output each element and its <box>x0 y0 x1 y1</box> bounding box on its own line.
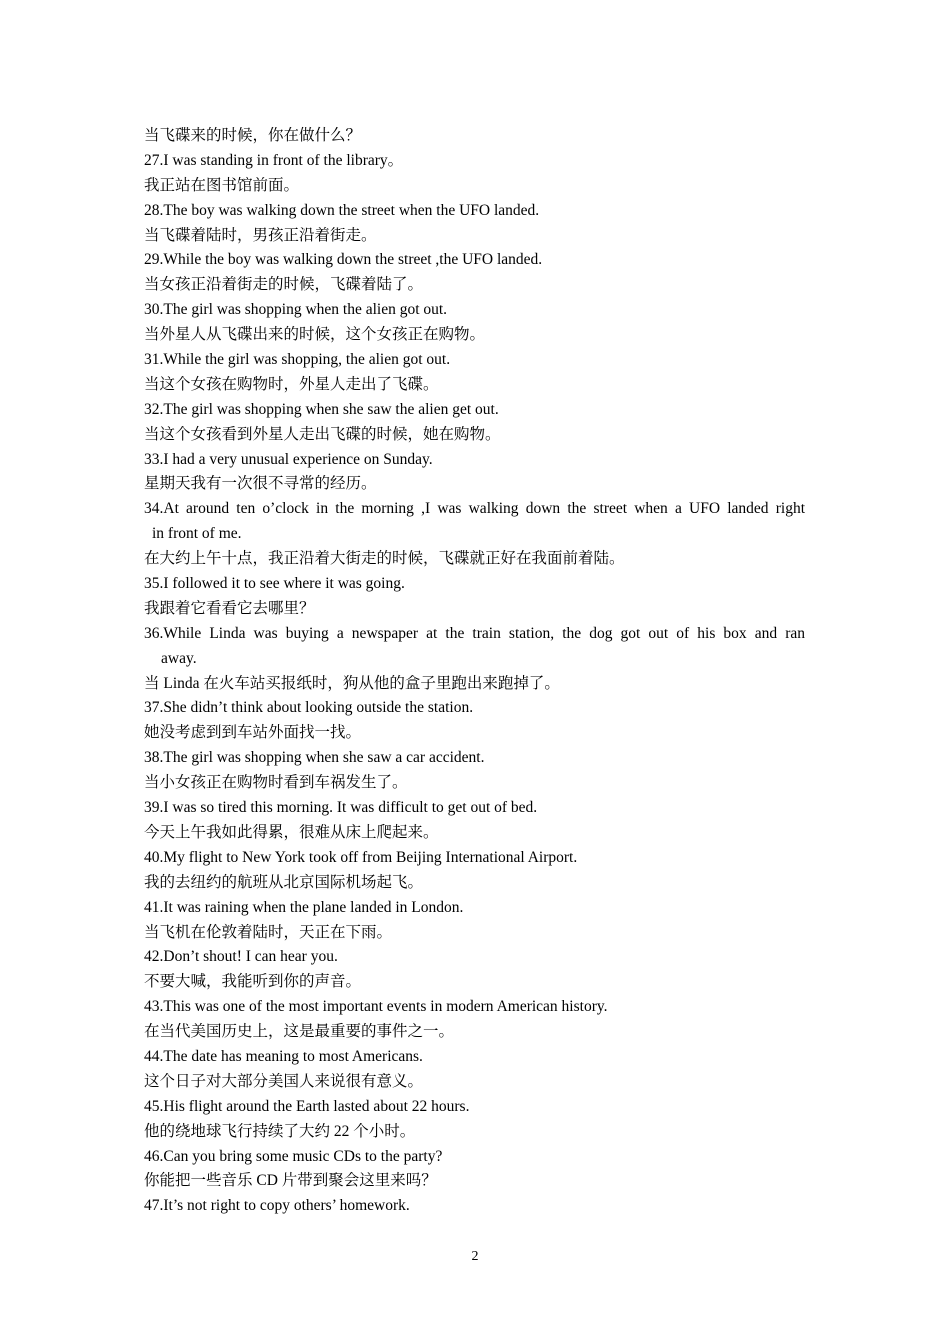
text-line: 当这个女孩看到外星人走出飞碟的时候，她在购物。 <box>144 425 501 443</box>
text-line: 当女孩正沿着街走的时候，飞碟着陆了。 <box>144 276 424 294</box>
text-line: 37.She didn’t think about looking outside the station. <box>144 699 474 717</box>
text-line: 47.It’s not right to copy others’ homework. <box>144 1197 410 1215</box>
text-line: 31.While the girl was shopping, the alien got out. <box>144 351 451 369</box>
text-line: 当飞碟着陆时，男孩正沿着街走。 <box>144 226 377 244</box>
text-line: 我的去纽约的航班从北京国际机场起飞。 <box>144 873 424 891</box>
text-line: 当飞碟来的时候，你在做什么？ <box>144 127 362 144</box>
text-line: 41.It was raining when the plane landed in London. <box>144 898 464 916</box>
text-line: 29.While the boy was walking down the street ,the UFO landed. <box>144 251 543 269</box>
text-line: 当飞机在伦敦着陆时，天正在下雨。 <box>144 923 393 941</box>
text-line: in front of me. <box>152 525 242 543</box>
text-line: 不要大喊，我能听到你的声音。 <box>144 973 362 991</box>
text-line: 39.I was so tired this morning. It was difficult to get out of bed. <box>144 799 538 817</box>
text-line: 30.The girl was shopping when the alien got out. <box>144 301 448 319</box>
text-line: 28.The boy was walking down the street when the UFO landed. <box>144 201 540 219</box>
text-line: 34.At around ten o’clock in the morning ,I was walking down the street when a UFO landed right <box>144 500 805 518</box>
document-body <box>144 124 805 1219</box>
text-line: 当 Linda 在火车站买报纸时，狗从他的盒子里跑出来跑掉了。 <box>144 674 560 692</box>
text-line: 在当代美国历史上，这是最重要的事件之一。 <box>144 1023 455 1041</box>
text-line: 35.I followed it to see where it was going. <box>144 575 405 593</box>
text-line: 38.The girl was shopping when she saw a car accident. <box>144 749 485 767</box>
text-line: 这个日子对大部分美国人来说很有意义。 <box>144 1072 424 1090</box>
text-line: 当外星人从飞碟出来的时候，这个女孩正在购物。 <box>144 326 486 344</box>
text-line: 她没考虑到到车站外面找一找。 <box>144 724 362 742</box>
text-line: 43.This was one of the most important events in modern American history. <box>144 998 608 1016</box>
text-line: 27.I was standing in front of the library。 <box>144 151 404 169</box>
text-line: away. <box>161 649 197 667</box>
text-line: 星期天我有一次很不寻常的经历。 <box>144 475 377 493</box>
text-line: 36.While Linda was buying a newspaper at the train station, the dog got out of his box and ran <box>144 624 805 642</box>
text-line: 当小女孩正在购物时看到车祸发生了。 <box>144 774 408 792</box>
text-line: 46.Can you bring some music CDs to the party? <box>144 1147 443 1165</box>
text-line: 我正站在图书馆前面。 <box>144 176 300 194</box>
text-line: 32.The girl was shopping when she saw the alien get out. <box>144 400 499 418</box>
text-line: 他的绕地球飞行持续了大约 22 个小时。 <box>144 1122 416 1140</box>
text-line: 42.Don’t shout! I can hear you. <box>144 948 338 966</box>
text-line: 40.My flight to New York took off from Beijing International Airport. <box>144 848 578 866</box>
text-line: 在大约上午十点，我正沿着大街走的时候，飞碟就正好在我面前着陆。 <box>144 550 625 568</box>
page-number: 2 <box>471 1249 479 1264</box>
text-line: 我跟着它看看它去哪里？ <box>144 599 315 617</box>
text-line: 45.His flight around the Earth lasted about 22 hours. <box>144 1097 470 1115</box>
text-line: 今天上午我如此得累，很难从床上爬起来。 <box>144 823 439 841</box>
text-line: 33.I had a very unusual experience on Sunday. <box>144 450 433 468</box>
text-line: 44.The date has meaning to most Americans. <box>144 1047 423 1065</box>
text-line: 当这个女孩在购物时，外星人走出了飞碟。 <box>144 375 439 393</box>
text-line: 你能把一些音乐 CD 片带到聚会这里来吗？ <box>144 1172 437 1190</box>
